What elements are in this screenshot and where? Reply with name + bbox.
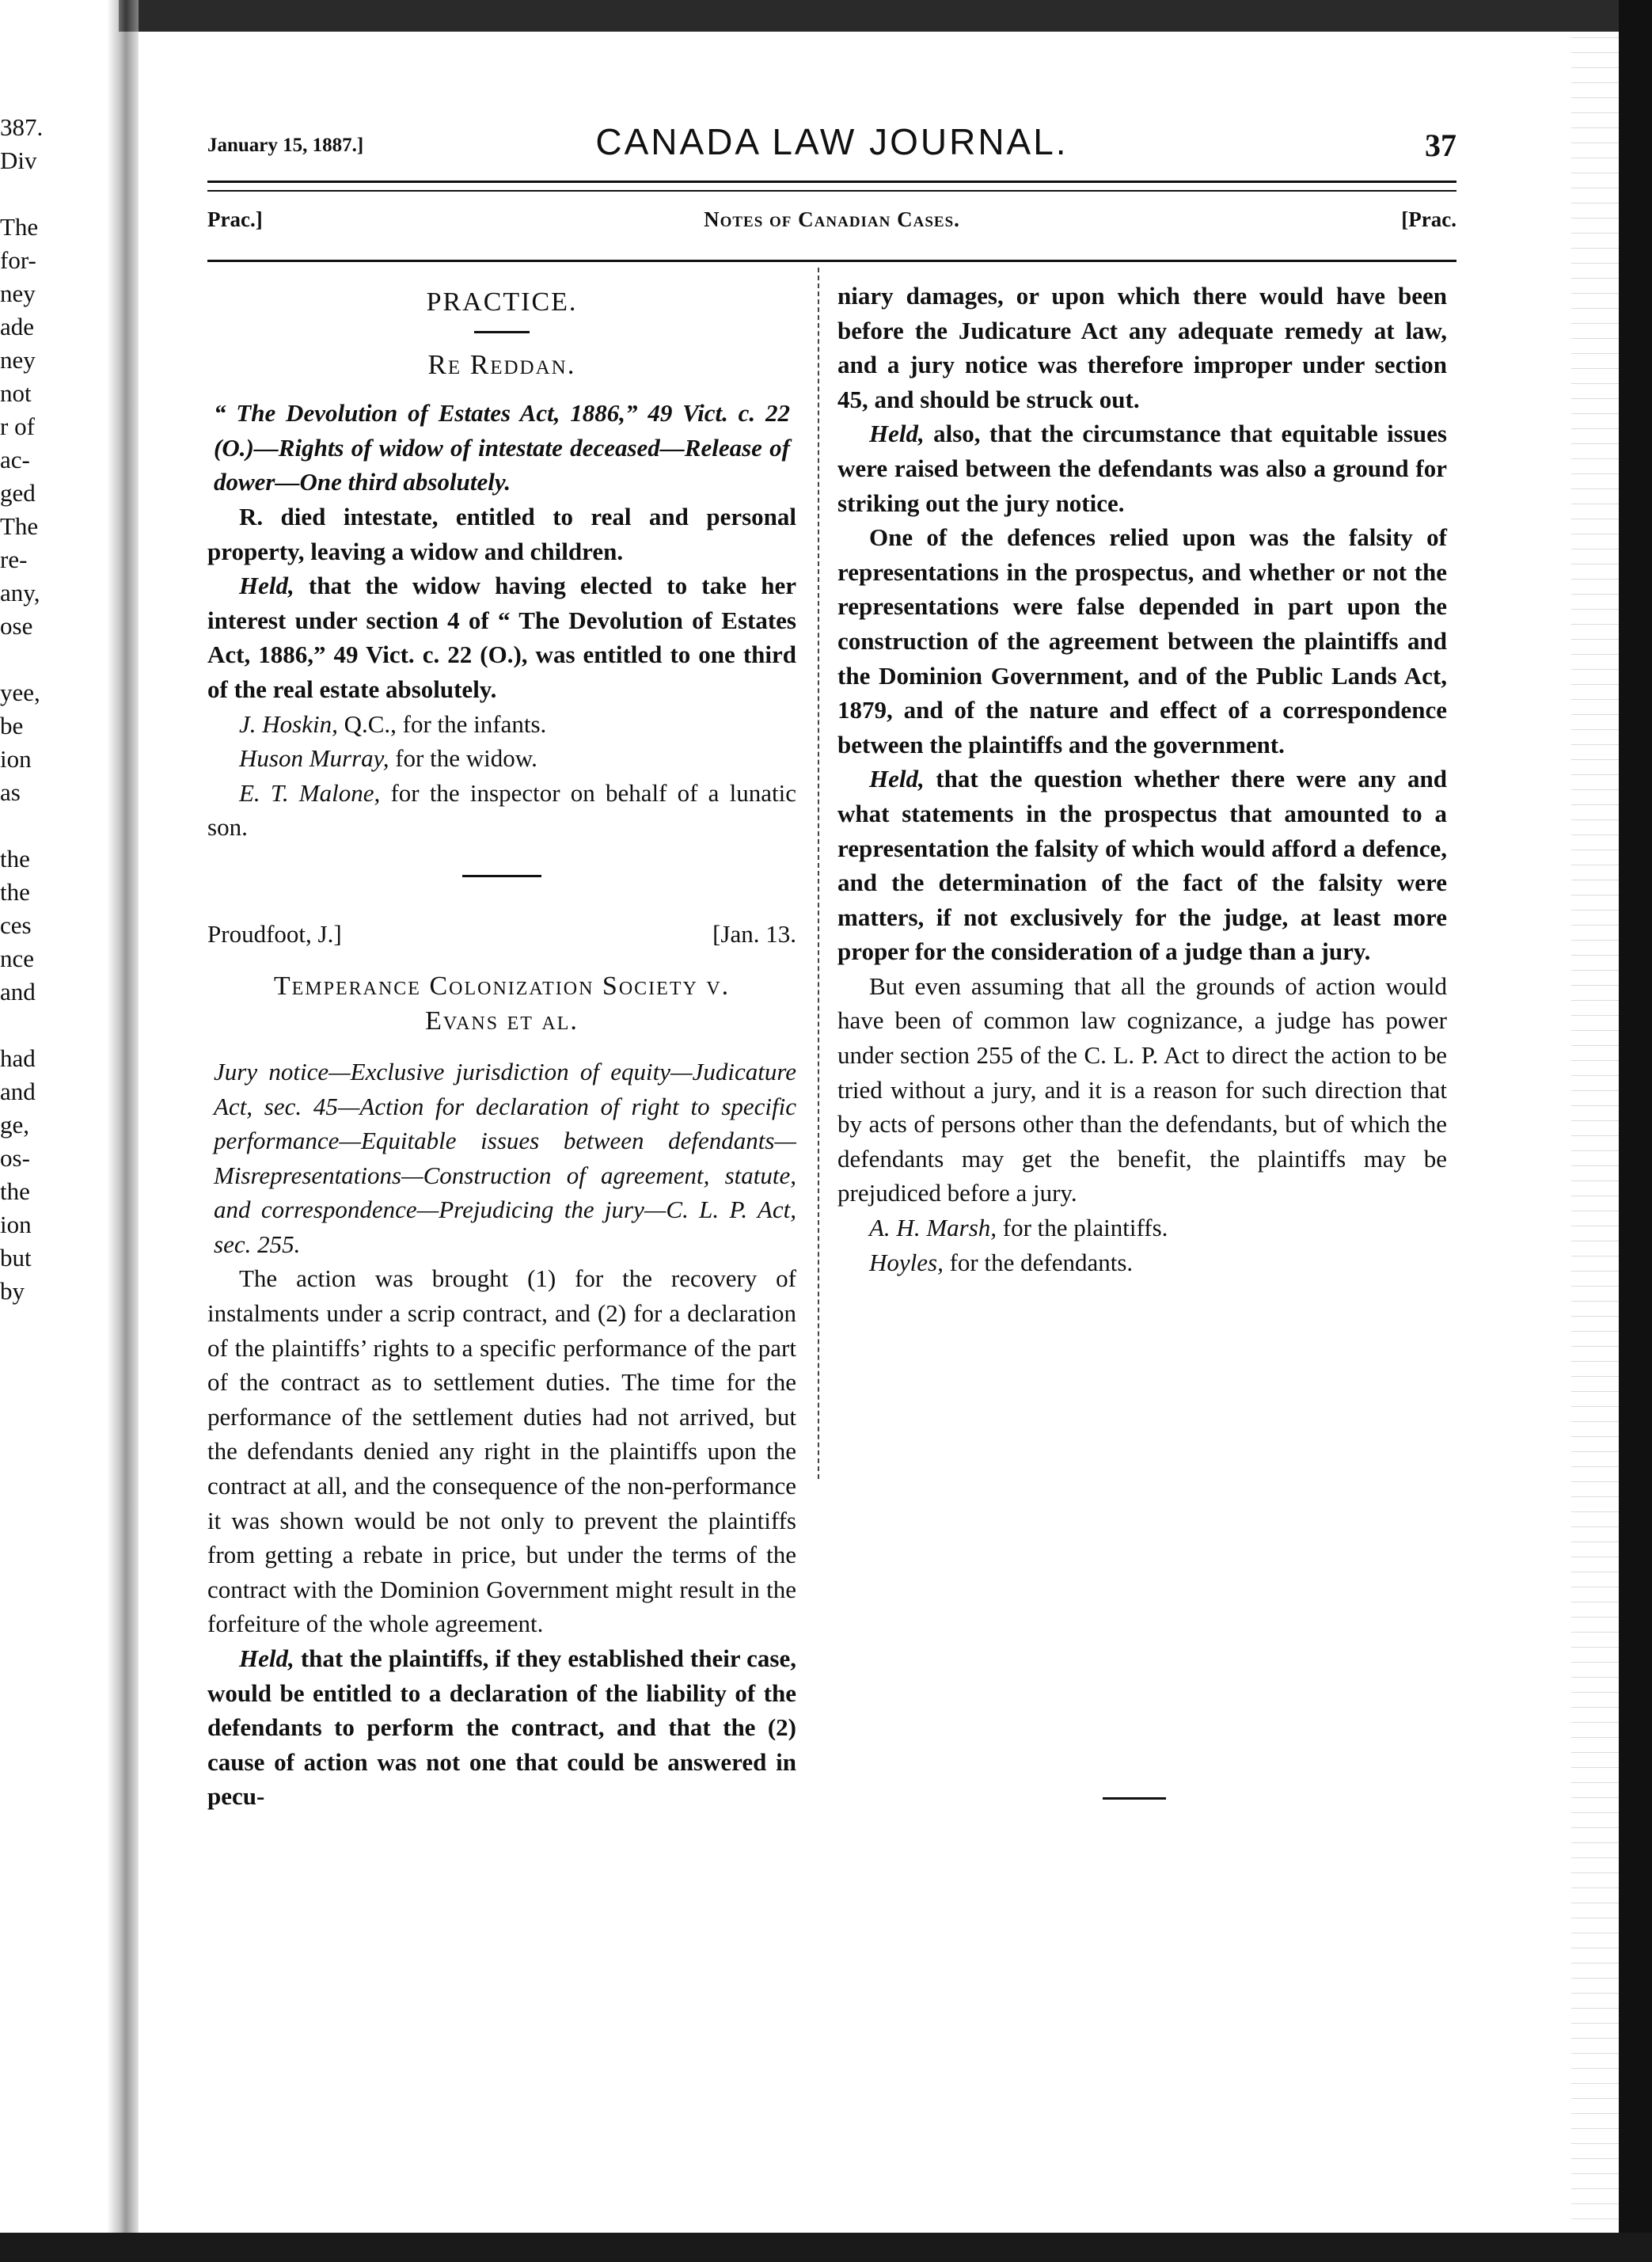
margin-gap [0,1009,71,1042]
section-rule [462,875,541,877]
scan-binding-shadow [107,0,139,2262]
counsel-line [207,707,796,742]
held-label: Held, [869,420,925,448]
margin-fragment: ney [0,346,36,374]
margin-fragment: any, [0,579,40,606]
margin-fragment: ion [0,745,32,773]
margin-fragment: and [0,978,36,1006]
column-divider [818,268,819,1479]
margin-fragment: the [0,878,30,906]
held-label: Held, [239,572,294,600]
case-title: Re Reddan. [427,348,576,380]
counsel-name: E. T. Malone, [239,778,381,807]
counsel-name: Huson Murray, [239,744,389,773]
held-text: that the question whether there were any and what statements in the prospectus that amounted to a representation the falsity of which would afford a defence, and the determination of the fact of the falsity were matters, if not exclusively for the judge, at least more proper for the consideration of a judge than a jury. [837,765,1447,966]
margin-gap [0,643,71,676]
margin-fragment: The [0,213,39,241]
margin-fragment: for- [0,246,36,274]
margin-fragment: re- [0,546,28,573]
case-paragraph: niary damages, or upon which there would have been before the Judicature Act any adequate remedy at law, and a jury notice was therefore improper under section 45, and should be struck out. [837,282,1447,413]
held-text: also, that the circumstance that equitable issues were raised between the defendants was also a ground for striking out the jury notice. [837,420,1447,517]
held-label: Held, [869,765,925,793]
held-text: that the widow having elected to take her interest under section 4 of “ The Devolution of Estates Act, 1886,” 49 Vict. c. 22 (O.), was entitled to one third of the real estate absolutely. [207,572,796,703]
short-rule [474,331,530,333]
held-label: Held, [239,1644,294,1672]
running-header [207,119,1456,174]
judge-name: Proudfoot, J.] [207,919,342,948]
left-column [207,285,796,1814]
case-title-line: Evans et al. [425,1006,579,1036]
counsel-line [837,1211,1447,1245]
scan-right-edge [1619,0,1652,2262]
case-paragraph: One of the defences relied upon was the falsity of representations in the prospectus, and whether or not the representations were false depended in part upon the construction of the agreement between the plaintiffs and the Dominion Government, and of the Public Lands Act, 1879, and of the nature and effect of a correspondence between the plaintiffs and the government. [837,523,1447,758]
case-paragraph: The action was brought (1) for the recovery of instalments under a scrip contract, and (2) for a declaration of the plaintiffs’ rights to a specific performance of the part of the contract as to settlement duties. The time for the performance of the settlement duties had not arrived, but the defendants denied any right in the plaintiffs upon the contract at all, and the consequence of the non-performance it was shown would be not only to prevent the plaintiffs from getting a rebate in price, but under the terms of the contract with the Dominion Government might result in the forfeiture of the whole agreement. [207,1264,796,1638]
held-text: that the plaintiffs, if they established their case, would be entitled to a declaration of the liability of the defendants to perform the contract, and that the (2) cause of action was not one that could be answered in pecu- [207,1644,796,1811]
case-facts: R. died intestate, entitled to real and personal property, leaving a widow and children. [207,502,796,565]
scan-right-speckle [1571,32,1619,2233]
margin-gap [0,177,71,211]
counsel-role: for the widow. [389,744,537,773]
margin-fragment: ose [0,612,33,640]
margin-fragment: but [0,1244,32,1272]
counsel-name: Hoyles, [869,1248,944,1276]
case-headnote: Jury notice—Exclusive jurisdiction of equity—Judicature Act, sec. 45—Action for declaration of right to specific performance—Equitable issues between defendants—Misrepresentations—Construction of agreement, statute, and correspondence—Prejudicing the jury—C. L. P. Act, sec. 255. [214,1057,796,1258]
margin-fragment: by [0,1277,25,1305]
margin-fragment: os- [0,1144,30,1172]
counsel-name: J. Hoskin, [239,709,338,738]
case-holding [207,1641,796,1814]
section-subheader [207,207,1456,239]
counsel-role: for the inspector on behalf of a lunatic son. [207,778,796,842]
margin-fragment: r of [0,412,35,440]
margin-fragment: as [0,778,21,806]
right-column [837,279,1447,1279]
margin-fragment: ac- [0,446,30,473]
issue-date: January 15, 1887.] [207,135,364,156]
case-headnote: “ The Devolution of Estates Act, 1886,” 49 Vict. c. 22 (O.)—Rights of widow of intestate deceased—Release of dower—One third absolutely. [214,399,790,496]
margin-fragment: ces [0,911,32,939]
subheader-center: Notes of Canadian Cases. [704,207,960,231]
counsel-name: A. H. Marsh, [869,1214,997,1242]
subheader-rule [207,260,1456,262]
counsel-role: for the plaintiffs. [997,1214,1168,1242]
page-number: 37 [1425,127,1456,163]
counsel-role: for the defendants. [943,1248,1134,1276]
margin-fragment: nce [0,945,35,972]
margin-fragment: ge, [0,1111,30,1139]
facing-page-fragments [0,111,71,1308]
margin-fragment: The [0,512,39,540]
margin-fragment: ade [0,313,35,340]
judge-date-line [207,917,796,952]
counsel-line [207,741,796,776]
case-title [207,969,796,1039]
header-rule [207,181,1456,192]
margin-fragment: had [0,1044,36,1072]
journal-title: CANADA LAW JOURNAL. [595,121,1069,162]
margin-fragment: not [0,379,32,407]
margin-fragment: Div [0,146,37,174]
counsel-line [837,1245,1447,1280]
margin-fragment: and [0,1078,36,1105]
margin-fragment: 387. [0,113,44,141]
counsel-role: Q.C., for the infants. [337,709,547,738]
counsel-line [207,776,796,845]
end-rule [1103,1797,1166,1800]
case-holding [837,762,1447,969]
case-paragraph: But even assuming that all the grounds of action would have been of common law cognizance, a judge has power under section 255 of the C. L. P. Act to direct the action to be tried without a jury, and it is a reason for such direction that by acts of persons other than the defendants, but of which the defendants may get the benefit, the plaintiffs may be prejudiced before a jury. [837,971,1447,1207]
subheader-right: [Prac. [1401,207,1456,231]
subheader-left: Prac.] [207,207,263,231]
margin-fragment: the [0,845,30,872]
scan-bottom-border [0,2233,1652,2262]
case-holding [207,568,796,706]
margin-fragment: ged [0,479,36,507]
margin-fragment: ion [0,1211,32,1238]
margin-fragment: ney [0,279,36,307]
case-holding [837,416,1447,520]
margin-gap [0,809,71,842]
case-title-line: Temperance Colonization Society v. [273,971,731,1001]
case-date: [Jan. 13. [712,919,796,948]
margin-fragment: the [0,1177,30,1205]
margin-fragment: yee, [0,679,40,706]
section-heading: PRACTICE. [426,287,578,317]
scan-top-border [119,0,1652,32]
margin-fragment: be [0,712,24,739]
